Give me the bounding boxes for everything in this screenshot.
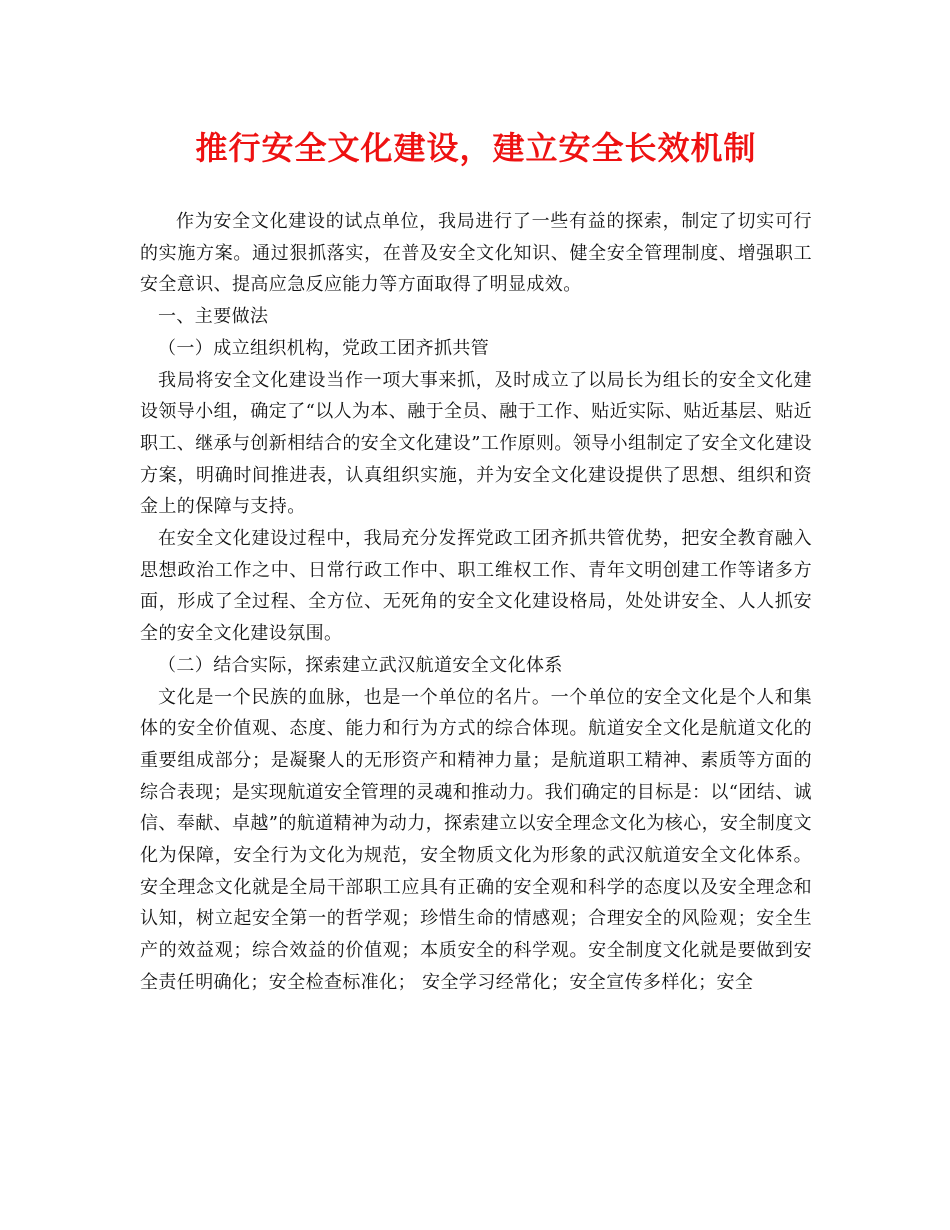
subsection-heading-culture-system: （二）结合实际，探索建立武汉航道安全文化体系: [158, 654, 563, 676]
paragraph-leadership-group: 我局将安全文化建设当作一项大事来抓，及时成立了以局长为组长的安全文化建设领导小组，确定了“以人为本、融于全员、融于工作、贴近实际、贴近基层、贴近职工、继承与创新相结合的安全文化建设”工作原则。领导小组制定了安全文化建设方案，明确时间推进表，认真组织实施，并为安全文化建设提供了思想、组织和资金上的保障与支持。: [140, 369, 812, 518]
document-title: 推行安全文化建设，建立安全长效机制: [195, 129, 757, 167]
document-body: [140, 206, 812, 999]
intro-paragraph: 作为安全文化建设的试点单位，我局进行了一些有益的探索，制定了切实可行的实施方案。通过狠抓落实，在普及安全文化知识、健全安全管理制度、增强职工安全意识、提高应急反应能力等方面取得了明显成效。: [140, 211, 812, 296]
paragraph-culture-system: 文化是一个民族的血脉，也是一个单位的名片。一个单位的安全文化是个人和集体的安全价值观、态度、能力和行为方式的综合体现。航道安全文化是航道文化的重要组成部分；是凝聚人的无形资产和精神力量；是航道职工精神、素质等方面的综合表现；是实现航道安全管理的灵魂和推动力。我们确定的目标是：以“团结、诚信、奉献、卓越”的航道精神为动力，探索建立以安全理念文化为核心，安全制度文化为保障，安全行为文化为规范，安全物质文化为形象的武汉航道安全文化体系。安全理念文化就是全局干部职工应具有正确的安全观和科学的态度以及安全理念和认知，树立起安全第一的哲学观；珍惜生命的情感观；合理安全的风险观；安全生产的效益观；综合效益的价值观；本质安全的科学观。安全制度文化就是要做到安全责任明确化；安全检查标准化； 安全学习经常化；安全宣传多样化；安全: [140, 686, 812, 993]
section-heading-main-practices: 一、主要做法: [158, 306, 269, 328]
paragraph-joint-management: 在安全文化建设过程中，我局充分发挥党政工团齐抓共管优势，把安全教育融入思想政治工作之中、日常行政工作中、职工维权工作、青年文明创建工作等诸多方面，形成了全过程、全方位、无死角的安全文化建设格局，处处讲安全、人人抓安全的安全文化建设氛围。: [140, 528, 812, 645]
subsection-heading-organization: （一）成立组织机构，党政工团齐抓共管: [158, 337, 490, 359]
